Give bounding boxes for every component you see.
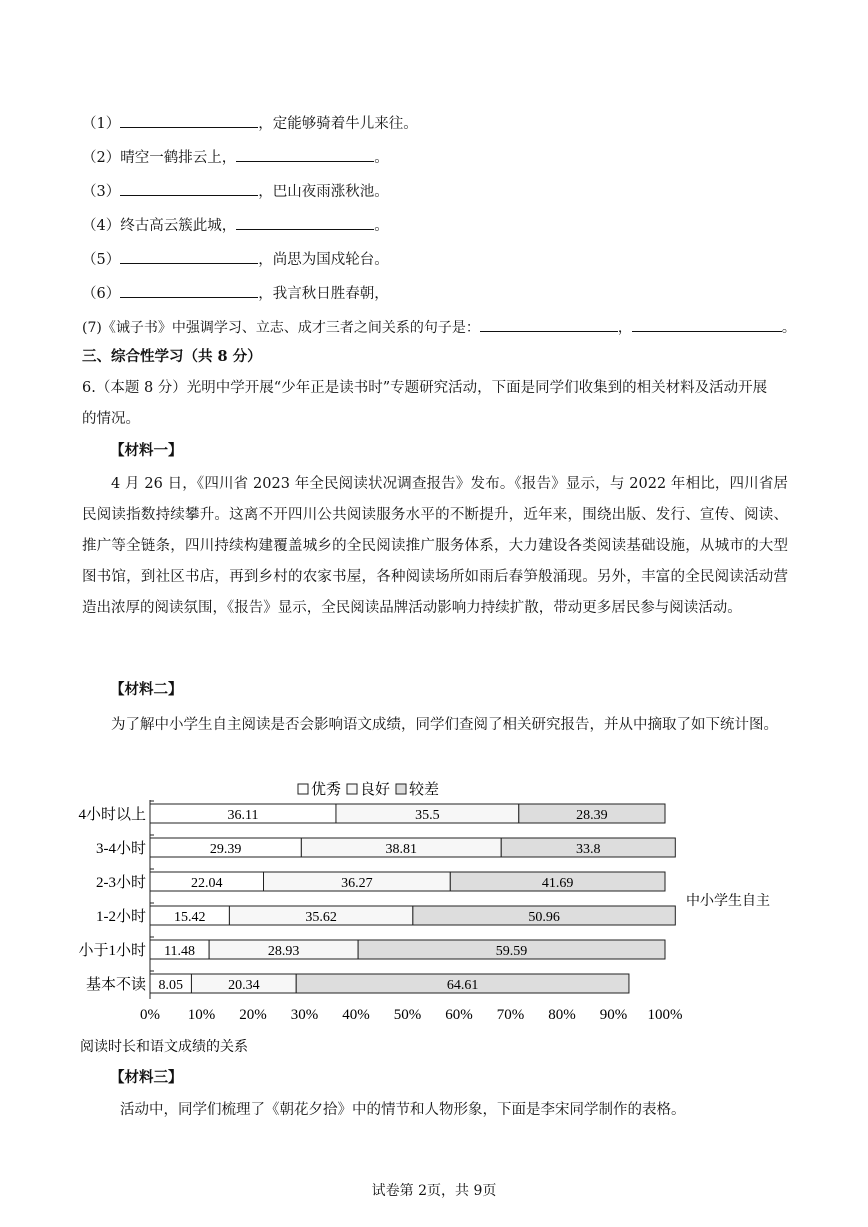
answer-blank[interactable] — [480, 317, 618, 332]
x-tick-label: 40% — [342, 1007, 370, 1023]
legend-label: 优秀 — [311, 782, 342, 798]
data-label: 35.5 — [415, 808, 440, 823]
answer-blank[interactable] — [632, 317, 782, 332]
item-text: ，尚思为国戍轮台。 — [258, 252, 389, 268]
x-tick-label: 100% — [647, 1007, 683, 1023]
section-heading: 三、综合性学习（共 8 分） — [82, 348, 262, 365]
material-3-text: 活动中，同学们梳理了《朝花夕拾》中的情节和人物形象，下面是李宋同学制作的表格。 — [120, 1102, 686, 1118]
data-label: 64.61 — [446, 978, 479, 993]
item-text: 。 — [781, 320, 796, 336]
legend-label: 较差 — [409, 782, 440, 798]
category-label: 基本不读 — [85, 977, 146, 993]
question-6-line2: 的情况。 — [82, 411, 140, 427]
item-number: （1） — [82, 116, 121, 132]
data-label: 50.96 — [528, 910, 560, 925]
item-number: （2） — [82, 150, 121, 166]
material-1-label: 【材料一】 — [110, 442, 183, 459]
category-label: 3-4小时 — [96, 841, 146, 857]
answer-blank[interactable] — [236, 147, 374, 162]
x-tick-label: 0% — [140, 1007, 160, 1023]
item-text: ，定能够骑着牛儿来往。 — [258, 116, 418, 132]
recitation-item-4 — [82, 215, 389, 236]
data-label: 15.42 — [173, 910, 206, 925]
question-6-line1: 6.（本题 8 分）光明中学开展“少年正是读书时”专题研究活动，下面是同学们收集到的相关材料及活动开展 — [82, 380, 768, 396]
item-text: 终古高云簇此城， — [120, 218, 237, 234]
x-tick-label: 70% — [496, 1007, 525, 1023]
data-label: 28.39 — [576, 808, 608, 823]
chart-title-part1: 中小学生自主 — [686, 894, 770, 909]
item-text: ，巴山夜雨涨秋池。 — [258, 184, 389, 200]
data-label: 36.27 — [341, 876, 373, 891]
recitation-item-2 — [82, 147, 389, 168]
item-number: （6） — [82, 286, 121, 302]
category-label: 小于1小时 — [78, 943, 146, 959]
material-2-label: 【材料二】 — [110, 681, 183, 698]
data-label: 59.59 — [495, 944, 528, 959]
x-tick-label: 10% — [187, 1007, 216, 1023]
item-number: （4） — [82, 218, 121, 234]
stacked-bar-chart — [0, 770, 868, 1060]
item-number: （5） — [82, 252, 121, 268]
item-text: ， — [617, 320, 632, 336]
legend-swatch — [347, 784, 357, 794]
category-label: 2-3小时 — [96, 875, 146, 891]
x-tick-label: 50% — [393, 1007, 422, 1023]
data-label: 22.04 — [191, 876, 223, 891]
material-2-text: 为了解中小学生自主阅读是否会影响语文成绩，同学们查阅了相关研究报告，并从中摘取了如下统计图。 — [111, 717, 778, 733]
answer-blank[interactable] — [120, 249, 258, 264]
answer-blank[interactable] — [120, 283, 258, 298]
recitation-item-3 — [82, 181, 389, 202]
item-text: 。 — [374, 218, 389, 234]
x-tick-label: 20% — [239, 1007, 267, 1023]
category-label: 4小时以上 — [78, 807, 146, 823]
legend-swatch — [396, 784, 406, 794]
data-label: 11.48 — [164, 944, 196, 959]
item-text: 。 — [374, 150, 389, 166]
data-label: 38.81 — [385, 842, 418, 857]
material-3-label: 【材料三】 — [110, 1069, 183, 1086]
recitation-item-5 — [82, 249, 389, 270]
x-tick-label: 80% — [548, 1007, 576, 1023]
material-1-text: 4 月 26 日，《四川省 2023 年全民阅读状况调查报告》发布。《报告》显示，与 2022 年相比，四川省居民阅读指数持续攀升。这离不开四川公共阅读服务水平的不断提升，近年来，围绕出版、发行、宣传、阅读、推广等全链条，四川持续构建覆盖城乡的全民阅读推广服务体系，大力建设各类阅读基础设施，从城市的大型图书馆，到社区书店，再到乡村的农家书屋，各种阅读场所如雨后春笋般涌现。另外，丰富的全民阅读活动营造出浓厚的阅读氛围，《报告》显示，全民阅读品牌活动影响力持续扩散，带动更多居民参与阅读活动。 — [82, 476, 788, 616]
legend-swatch — [298, 784, 308, 794]
data-label: 28.93 — [267, 944, 300, 959]
data-label: 20.34 — [228, 978, 260, 993]
x-tick-label: 60% — [445, 1007, 473, 1023]
data-label: 29.39 — [209, 842, 242, 857]
answer-blank[interactable] — [120, 113, 258, 128]
data-label: 35.62 — [305, 910, 337, 925]
item-text: (7)《诫子书》中强调学习、立志、成才三者之间关系的句子是： — [82, 320, 480, 336]
recitation-item-7 — [82, 317, 796, 338]
item-text: 晴空一鹤排云上， — [120, 150, 237, 166]
chart-title-part2: 阅读时长和语文成绩的关系 — [80, 1040, 248, 1055]
data-label: 33.8 — [576, 842, 601, 857]
legend-label: 良好 — [360, 782, 391, 798]
recitation-item-6 — [82, 283, 389, 304]
x-tick-label: 90% — [599, 1007, 628, 1023]
data-label: 36.11 — [227, 808, 259, 823]
data-label: 8.05 — [158, 978, 183, 993]
category-label: 1-2小时 — [96, 909, 146, 925]
answer-blank[interactable] — [236, 215, 374, 230]
x-tick-label: 30% — [290, 1007, 319, 1023]
item-text: ，我言秋日胜春朝， — [258, 286, 389, 302]
item-number: （3） — [82, 184, 121, 200]
page-footer: 试卷第 2页，共 9页 — [371, 1183, 497, 1199]
recitation-item-1 — [82, 113, 418, 134]
data-label: 41.69 — [541, 876, 574, 891]
answer-blank[interactable] — [120, 181, 258, 196]
